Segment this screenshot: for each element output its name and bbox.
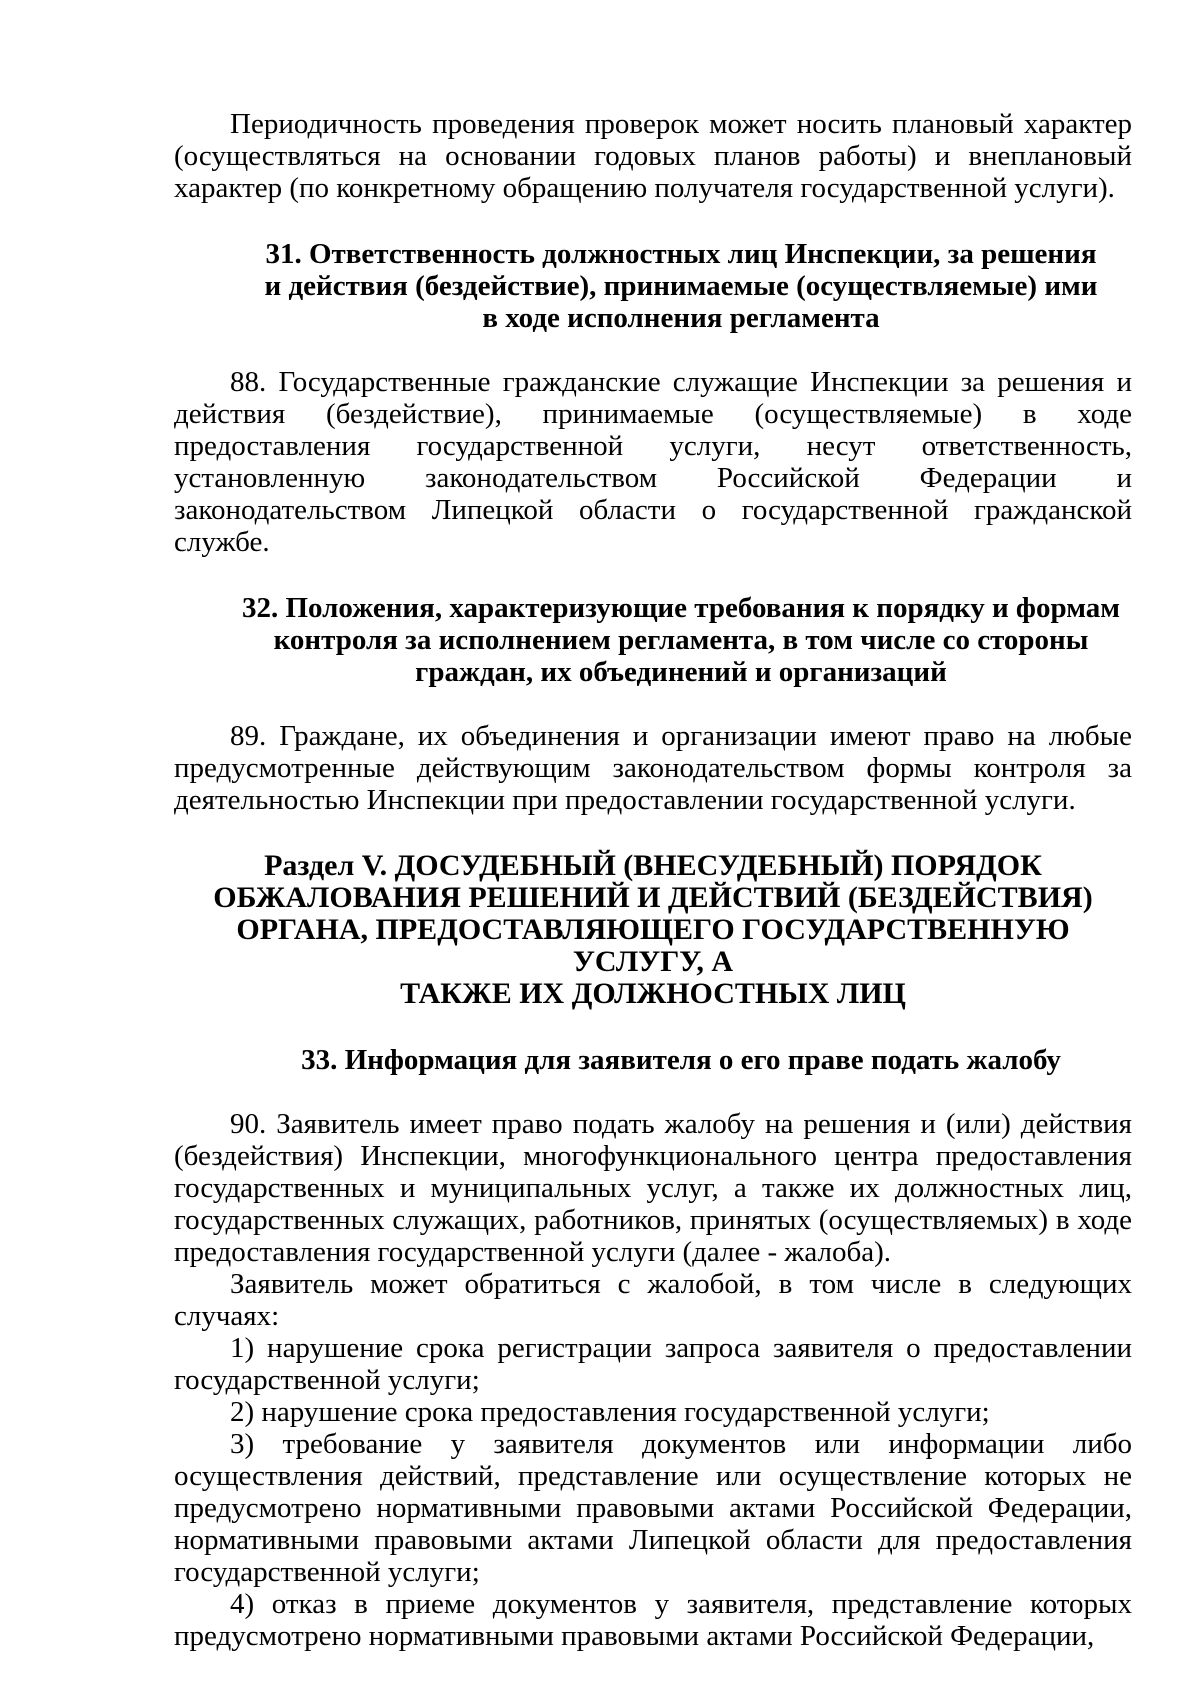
section-5-title-line-4: ТАКЖЕ ИХ ДОЛЖНОСТНЫХ ЛИЦ <box>400 977 906 1010</box>
section-5-title <box>174 850 1132 1010</box>
paragraph-89: 89. Граждане, их объединения и организации имеют право на любые предусмотренные действующим законодательством формы контроля за деятельностью Инспекции при предоставлении государственной услуги. <box>174 720 1132 816</box>
heading-32-line-3: граждан, их объединений и организаций <box>415 656 947 688</box>
list-item-2: 2) нарушение срока предоставления государственной услуги; <box>230 1396 990 1428</box>
heading-31 <box>174 238 1132 334</box>
paragraph-intro: Периодичность проведения проверок может носить плановый характер (осуществляться на основании годовых планов работы) и внеплановый характер (по конкретному обращению получателя государственной услуги). <box>174 108 1132 204</box>
heading-32-line-2: контроля за исполнением регламента, в том числе со стороны <box>273 624 1089 656</box>
document-page <box>174 108 1132 1652</box>
paragraph-90: 90. Заявитель имеет право подать жалобу на решения и (или) действия (бездействия) Инспекции, многофункционального центра предоставления государственных и муниципальных услуг, а также их должностных лиц, государственных служащих, работников, принятых (осуществляемых) в ходе предоставления государственной услуги (далее - жалоба). <box>174 1108 1132 1268</box>
section-5-title-line-3: ОРГАНА, ПРЕДОСТАВЛЯЮЩЕГО ГОСУДАРСТВЕННУЮ УСЛУГУ, А <box>236 913 1070 978</box>
heading-31-line-2: и действия (бездействие), принимаемые (осуществляемые) ими <box>264 270 1098 302</box>
section-5-title-line-2: ОБЖАЛОВАНИЯ РЕШЕНИЙ И ДЕЙСТВИЙ (БЕЗДЕЙСТВИЯ) <box>213 881 1093 914</box>
list-item-1: 1) нарушение срока регистрации запроса заявителя о предоставлении государственной услуги; <box>174 1332 1132 1396</box>
heading-31-line-1: 31. Ответственность должностных лиц Инспекции, за решения <box>265 238 1097 270</box>
heading-31-line-3: в ходе исполнения регламента <box>482 302 880 334</box>
list-item-4: 4) отказ в приеме документов у заявителя, представление которых предусмотрено нормативными правовыми актами Российской Федерации, <box>174 1588 1132 1652</box>
heading-33: 33. Информация для заявителя о его праве подать жалобу <box>301 1044 1061 1076</box>
paragraph-88: 88. Государственные гражданские служащие Инспекции за решения и действия (бездействие), принимаемые (осуществляемые) в ходе предоставления государственной услуги, несут ответственность, установленную законодательством Российской Федерации и законодательством Липецкой области о государственной гражданской службе. <box>174 366 1132 558</box>
list-item-3: 3) требование у заявителя документов или информации либо осуществления действий, представление или осуществление которых не предусмотрено нормативными правовыми актами Российской Федерации, нормативными правовыми актами Липецкой области для предоставления государственной услуги; <box>174 1428 1132 1588</box>
paragraph-90-cases: Заявитель может обратиться с жалобой, в том числе в следующих случаях: <box>174 1268 1132 1332</box>
section-5-title-line-1: Раздел V. ДОСУДЕБНЫЙ (ВНЕСУДЕБНЫЙ) ПОРЯДОК <box>264 849 1042 882</box>
heading-32-line-1: 32. Положения, характеризующие требования к порядку и формам <box>241 592 1120 624</box>
heading-32 <box>174 592 1132 688</box>
